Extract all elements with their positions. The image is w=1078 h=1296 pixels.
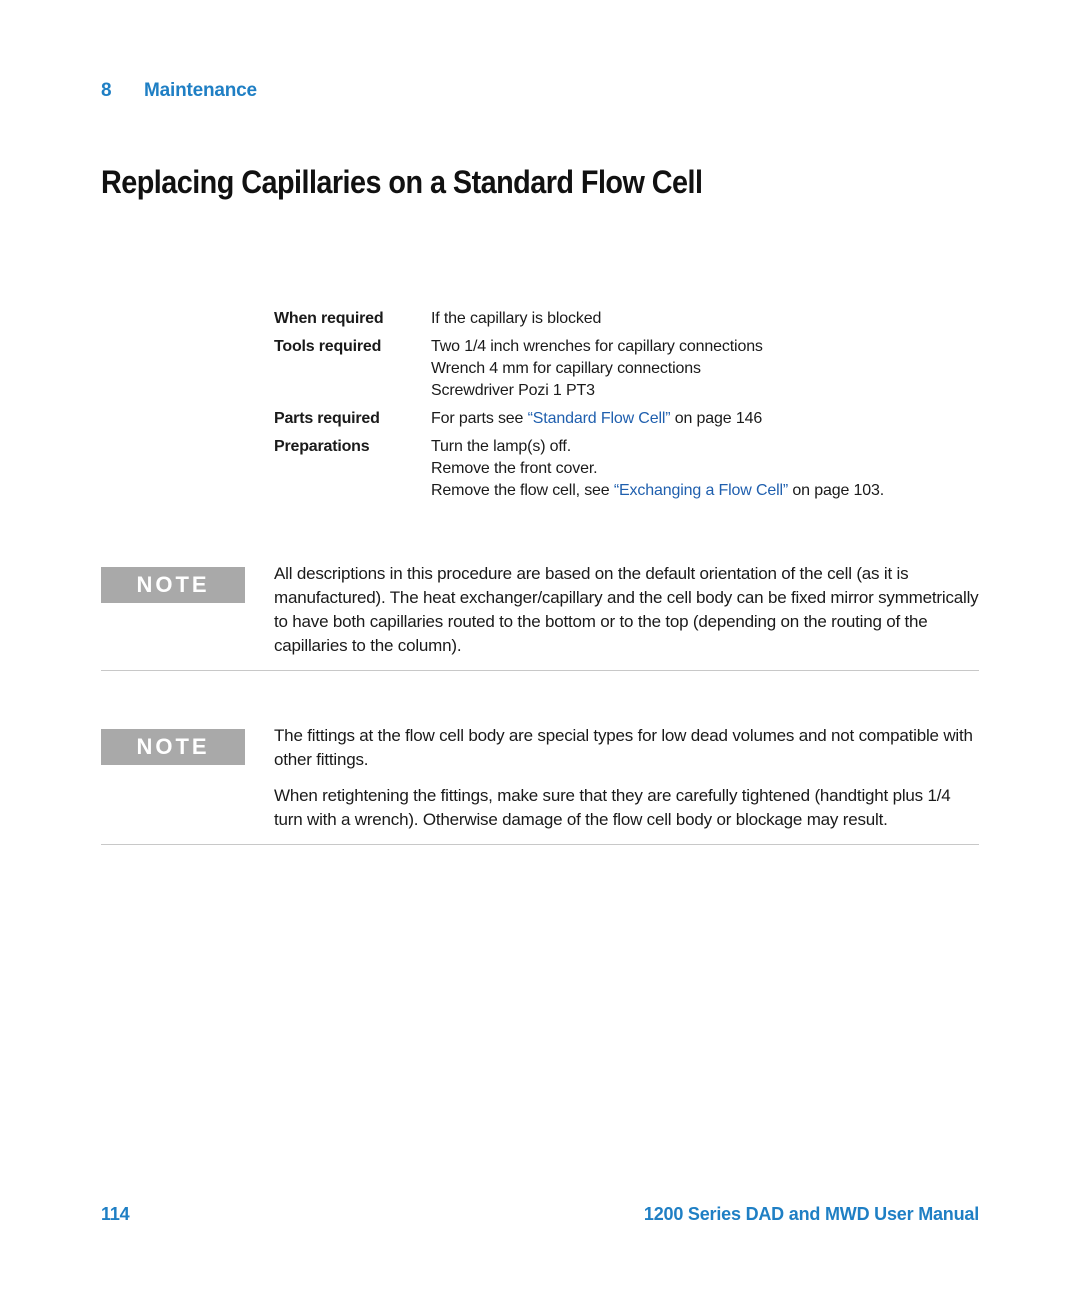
requirement-label: When required: [274, 310, 384, 327]
requirement-value: Screwdriver Pozi 1 PT3: [431, 382, 595, 399]
note-fittings: [101, 724, 979, 845]
running-header: [101, 80, 257, 102]
requirement-text: on page 103.: [788, 482, 885, 499]
page-number: 114: [101, 1204, 130, 1224]
requirement-text: on page 146: [670, 410, 763, 427]
requirement-label: Tools required: [274, 338, 382, 355]
note-body: [274, 562, 979, 658]
requirement-value: [431, 480, 991, 502]
requirement-row-tools: [274, 336, 991, 402]
page-title: Replacing Capillaries on a Standard Flow Cell: [101, 164, 703, 200]
standard-flow-cell-link[interactable]: “Standard Flow Cell”: [527, 410, 671, 427]
requirement-value: Two 1/4 inch wrenches for capillary connections: [431, 338, 763, 355]
requirement-value: Wrench 4 mm for capillary connections: [431, 360, 701, 377]
chapter-number: 8: [101, 80, 112, 101]
manual-title: 1200 Series DAD and MWD User Manual: [643, 1204, 979, 1224]
requirement-row-parts: [274, 408, 991, 430]
requirements-table: [274, 308, 991, 508]
requirement-row-when: [274, 308, 991, 330]
exchanging-flow-cell-link[interactable]: “Exchanging a Flow Cell”: [613, 482, 789, 499]
note-body: [274, 724, 979, 832]
requirement-value: Remove the front cover.: [431, 460, 598, 477]
note-badge: NOTE: [101, 729, 245, 765]
note-paragraph: All descriptions in this procedure are based on the default orientation of the cell (as it is manufactured). The heat exchanger/capillary and the cell body can be fixed mirror symmetrically to have both capillaries routed to the bottom or to the top (depending on the routing of the capillaries to the column).: [274, 564, 979, 655]
note-paragraph: The fittings at the flow cell body are special types for low dead volumes and not compatible with other fittings.: [274, 726, 973, 769]
requirement-value: [431, 408, 991, 430]
note-orientation: [101, 562, 979, 671]
requirement-label: Preparations: [274, 438, 370, 455]
requirement-text: Remove the flow cell, see: [431, 482, 614, 499]
note-badge: NOTE: [101, 567, 245, 603]
requirement-value: If the capillary is blocked: [431, 310, 602, 327]
requirement-value: Turn the lamp(s) off.: [431, 438, 572, 455]
requirement-text: For parts see: [431, 410, 528, 427]
note-paragraph: When retightening the fittings, make sure that they are carefully tightened (handtight plus 1/4 turn with a wrench). Otherwise damage of the flow cell body or blockage may result.: [274, 786, 951, 829]
requirement-row-preparations: [274, 436, 991, 502]
chapter-title: Maintenance: [144, 80, 257, 101]
requirement-label: Parts required: [274, 410, 380, 427]
